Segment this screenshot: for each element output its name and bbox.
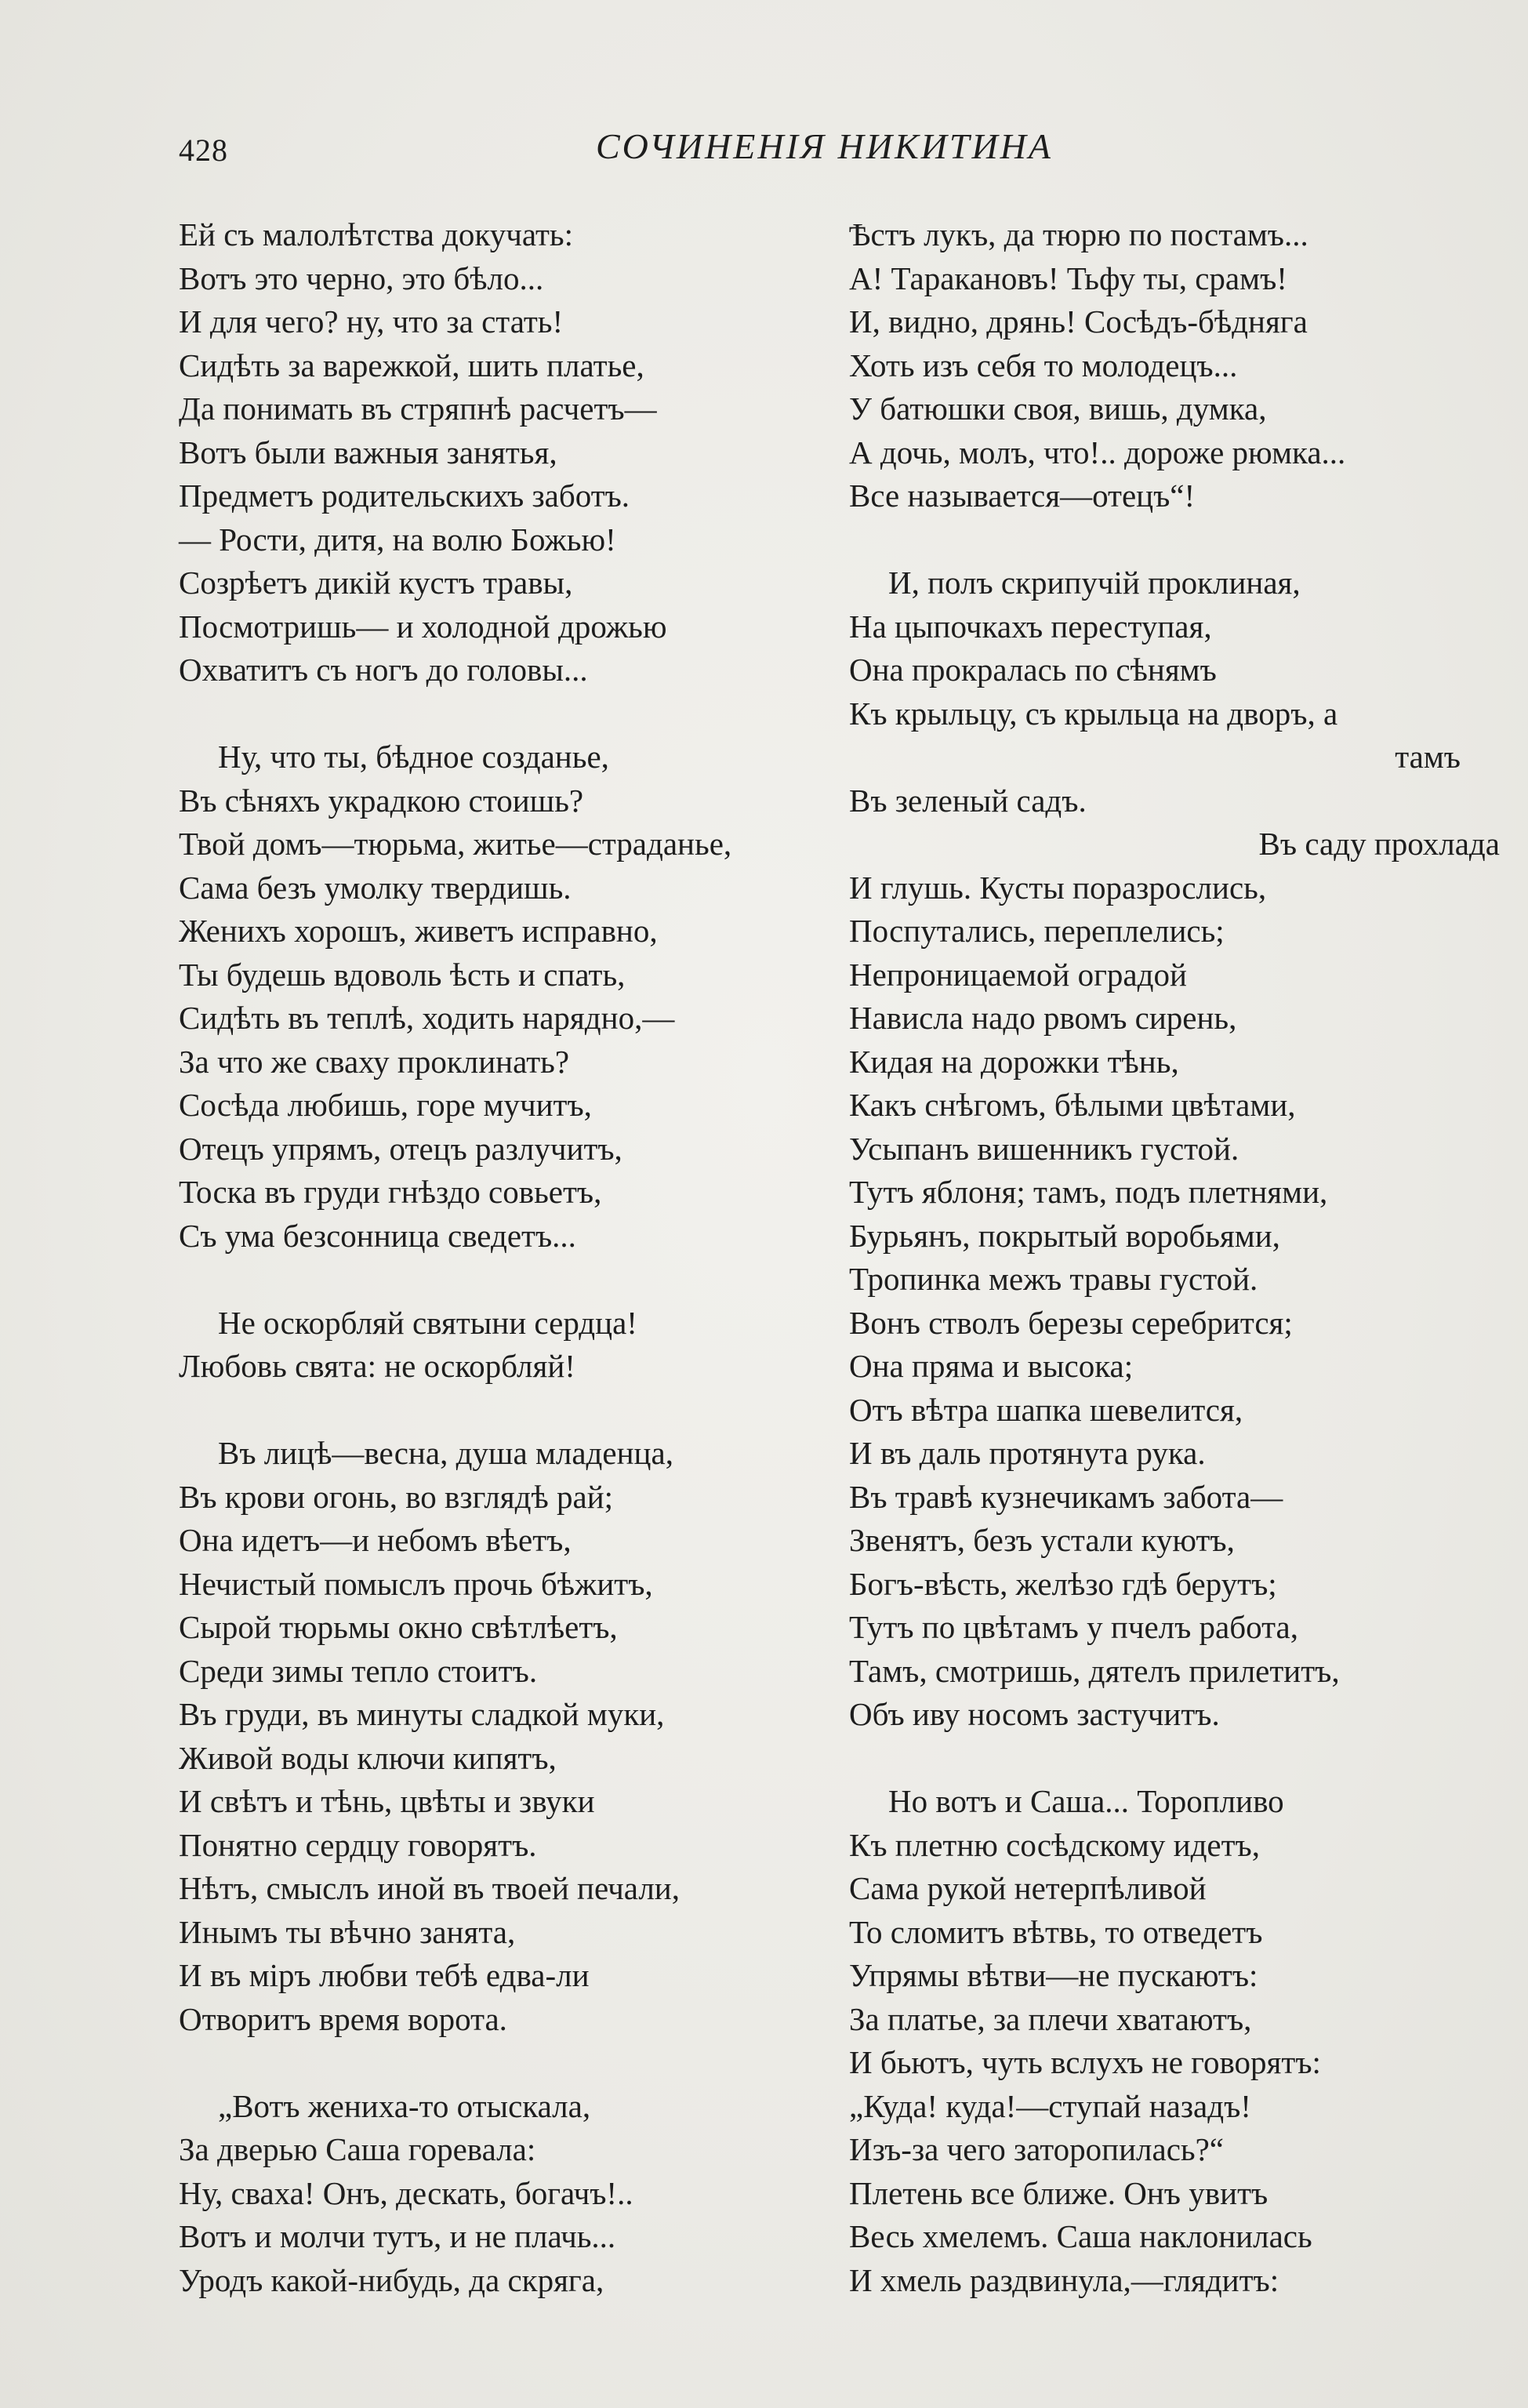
verse-line: Бурьянъ, покрытый воробьями, xyxy=(849,1217,1280,1254)
verse-line: Съ ума безсонница сведетъ... xyxy=(179,1217,576,1254)
verse-line: Къ плетню сосѣдскому идетъ, xyxy=(849,1826,1260,1863)
verse-line: На цыпочкахъ переступая, xyxy=(849,608,1212,645)
verse-line: За дверью Саша горевала: xyxy=(179,2131,536,2167)
verse-line: За что же сваху проклинать? xyxy=(179,1043,570,1080)
stanza-break xyxy=(179,1258,806,1302)
verse-line: Инымъ ты вѣчно занята, xyxy=(179,1913,516,1950)
verse-line: Тутъ по цвѣтамъ у пчелъ работа, xyxy=(849,1609,1298,1645)
verse-line: Сама безъ умолку твердишь. xyxy=(179,869,572,906)
verse-line: Все называется—отецъ“! xyxy=(849,478,1196,514)
verse-line: Плетень все ближе. Онъ увитъ xyxy=(849,2174,1268,2211)
verse-line: И въ міръ любви тебѣ едва-ли xyxy=(179,1957,590,1993)
verse-line: И въ даль протянута рука. xyxy=(849,1435,1206,1471)
verse-line: Женихъ хорошъ, живетъ исправно, xyxy=(179,913,658,949)
verse-line: А дочь, молъ, что!.. дороже рюмка... xyxy=(849,434,1346,470)
verse-line: Сидѣть за варежкой, шить платье, xyxy=(179,347,644,383)
verse-line: Звенятъ, безъ устали куютъ, xyxy=(849,1522,1235,1558)
stanza-break xyxy=(849,1737,1500,1781)
verse-line: За платье, за плечи хватаютъ, xyxy=(849,2000,1252,2037)
verse-line: Ты будешь вдоволь ѣсть и спать, xyxy=(179,956,626,993)
verse-line: И хмель раздвинула,—глядитъ: xyxy=(849,2261,1279,2298)
verse-line: Любовь свята: не оскорбляй! xyxy=(179,1348,575,1384)
verse-line: Въ травѣ кузнечикамъ забота— xyxy=(849,1478,1283,1515)
verse-line: „Куда! куда!—ступай назадъ! xyxy=(849,2087,1251,2124)
verse-line-split: Въ саду прохлада xyxy=(1258,826,1500,862)
verse-line: И, видно, дрянь! Сосѣдъ-бѣдняга xyxy=(849,303,1308,340)
verse-line: Весь хмелемъ. Саша наклонилась xyxy=(849,2218,1312,2254)
verse-line: Нависла надо рвомъ сирень, xyxy=(849,1000,1237,1036)
verse-line: Она прокралась по сѣнямъ xyxy=(849,652,1217,688)
verse-line: Въ груди, въ минуты сладкой муки, xyxy=(179,1696,665,1732)
verse-line: Какъ снѣгомъ, бѣлыми цвѣтами, xyxy=(849,1087,1296,1123)
verse-line: Она пряма и высока; xyxy=(849,1348,1134,1384)
verse-line: У батюшки своя, вишь, думка, xyxy=(849,390,1267,427)
verse-line: Твой домъ—тюрьма, житье—страданье, xyxy=(179,826,732,862)
verse-line: И, полъ скрипучій проклиная, xyxy=(888,565,1301,601)
verse-line-runover: тамъ xyxy=(1395,739,1461,775)
stanza-break xyxy=(179,692,806,736)
verse-line: Живой воды ключи кипятъ, xyxy=(179,1739,557,1776)
verse-line: Отъ вѣтра шапка шевелится, xyxy=(849,1391,1243,1428)
verse-line: Среди зимы тепло стоитъ. xyxy=(179,1652,538,1689)
verse-line: Изъ-за чего заторопилась?“ xyxy=(849,2131,1225,2167)
verse-line: Охватитъ съ ногъ до головы... xyxy=(179,652,588,688)
verse-line: Вотъ и молчи тутъ, и не плачь... xyxy=(179,2218,616,2254)
verse-line: Ѣстъ лукъ, да тюрю по постамъ... xyxy=(849,216,1308,252)
verse-line: Предметъ родительскихъ заботъ. xyxy=(179,478,630,514)
running-title: СОЧИНЕНІЯ НИКИТИНА xyxy=(596,126,1053,166)
verse-line: Хоть изъ себя то молодецъ... xyxy=(849,347,1238,383)
verse-line: Объ иву носомъ застучитъ. xyxy=(849,1696,1220,1732)
verse-line: Усыпанъ вишенникъ густой. xyxy=(849,1130,1239,1167)
verse-line: Богъ-вѣсть, желѣзо гдѣ берутъ; xyxy=(849,1565,1277,1602)
verse-line: Тутъ яблоня; тамъ, подъ плетнями, xyxy=(849,1174,1328,1210)
verse-line: Понятно сердцу говорятъ. xyxy=(179,1826,537,1863)
verse-line: Вотъ были важныя занятья, xyxy=(179,434,557,470)
verse-line: Поспутались, переплелись; xyxy=(849,913,1225,949)
verse-line: Сырой тюрьмы окно свѣтлѣетъ, xyxy=(179,1609,618,1645)
verse-line: Тропинка межъ травы густой. xyxy=(849,1261,1258,1297)
verse-line: Нечистый помыслъ прочь бѣжитъ, xyxy=(179,1565,653,1602)
left-column xyxy=(179,213,806,2302)
verse-line: Нѣтъ, смыслъ иной въ твоей печали, xyxy=(179,1870,680,1906)
verse-line: Сидѣть въ теплѣ, ходить нарядно,— xyxy=(179,1000,675,1036)
page-number: 428 xyxy=(179,133,228,168)
verse-line: — Рости, дитя, на волю Божью! xyxy=(179,521,616,558)
stanza-break xyxy=(849,518,1500,562)
right-column xyxy=(849,213,1500,2302)
verse-line: Посмотришь— и холодной дрожью xyxy=(179,608,667,645)
verse-line: Въ сѣняхъ украдкою стоишь? xyxy=(179,782,584,819)
verse-line: Уродъ какой-нибудь, да скряга, xyxy=(179,2261,604,2298)
verse-line: То сломитъ вѣтвь, то отведетъ xyxy=(849,1913,1263,1950)
verse-line: Созрѣетъ дикій кустъ травы, xyxy=(179,565,573,601)
verse-line: А! Таракановъ! Тьфу ты, срамъ! xyxy=(849,260,1287,296)
verse-line: Къ крыльцу, съ крыльца на дворъ, а xyxy=(849,695,1338,732)
verse-line: И глушь. Кусты поразрослись, xyxy=(849,869,1267,906)
verse-line: Непроницаемой оградой xyxy=(849,956,1187,993)
stanza-break xyxy=(179,1389,806,1433)
verse-line: И для чего? ну, что за стать! xyxy=(179,303,564,340)
verse-line: Въ лицѣ—весна, душа младенца, xyxy=(218,1435,673,1471)
verse-line: И свѣтъ и тѣнь, цвѣты и звуки xyxy=(179,1783,595,1819)
verse-line: Кидая на дорожки тѣнь, xyxy=(849,1043,1179,1080)
stanza-break xyxy=(179,2041,806,2085)
verse-line: И бьютъ, чуть вслухъ не говорятъ: xyxy=(849,2044,1321,2080)
verse-line: Вонъ стволъ березы серебрится; xyxy=(849,1304,1293,1341)
verse-line: Вотъ это черно, это бѣло... xyxy=(179,260,544,296)
verse-line: „Вотъ жениха-то отыскала, xyxy=(218,2087,591,2124)
verse-line: Ну, сваха! Онъ, дескать, богачъ!.. xyxy=(179,2174,633,2211)
verse-line: Сама рукой нетерпѣливой xyxy=(849,1870,1207,1906)
page-header xyxy=(0,125,1528,180)
verse-line: Въ крови огонь, во взглядѣ рай; xyxy=(179,1478,614,1515)
verse-line: Но вотъ и Саша... Торопливо xyxy=(888,1783,1284,1819)
verse-line: Упрямы вѣтви—не пускаютъ: xyxy=(849,1957,1258,1993)
verse-line: Да понимать въ стряпнѣ расчетъ— xyxy=(179,390,657,427)
verse-line: Тоска въ груди гнѣздо совьетъ, xyxy=(179,1174,602,1210)
verse-line: Не оскорбляй святыни сердца! xyxy=(218,1304,637,1341)
verse-line: Ей съ малолѣтства докучать: xyxy=(179,216,574,252)
verse-line: Она идетъ—и небомъ вѣетъ, xyxy=(179,1522,572,1558)
verse-line: Въ зеленый садъ. xyxy=(849,782,1087,819)
verse-line: Отецъ упрямъ, отецъ разлучитъ, xyxy=(179,1130,622,1167)
verse-line: Сосѣда любишь, горе мучитъ, xyxy=(179,1087,592,1123)
verse-line: Отворитъ время ворота. xyxy=(179,2000,507,2037)
verse-line: Тамъ, смотришь, дятелъ прилетитъ, xyxy=(849,1652,1340,1689)
verse-line: Ну, что ты, бѣдное созданье, xyxy=(218,739,609,775)
